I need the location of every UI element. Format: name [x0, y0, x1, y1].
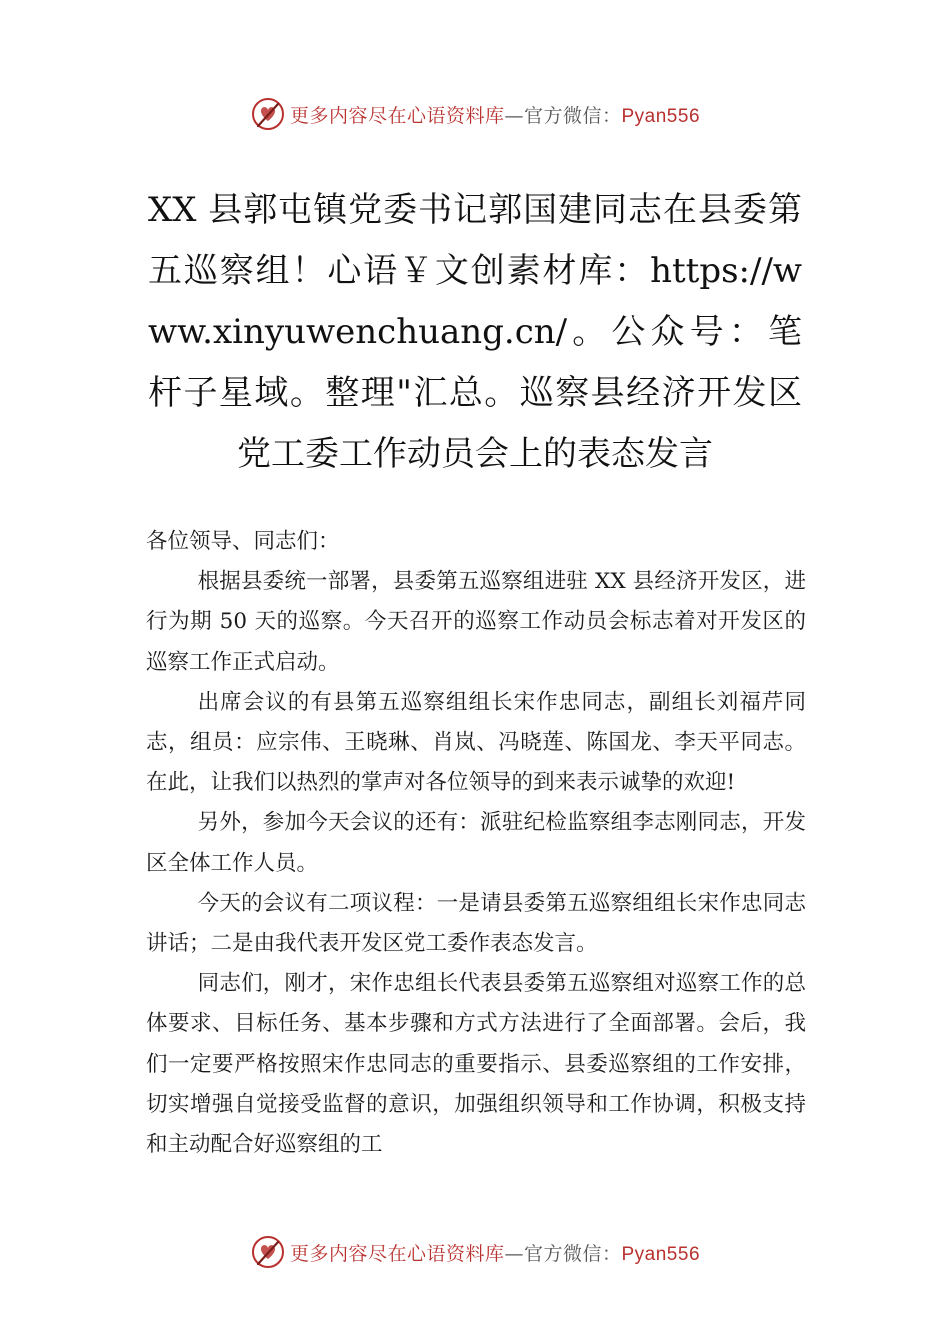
banner-wechat-id: Pyan556: [621, 1243, 701, 1265]
body-paragraph: 出席会议的有县第五巡察组组长宋作忠同志，副组长刘福芹同志，组员：应宗伟、王晓琳、肖岚、冯晓莲、陈国龙、李天平同志。在此，让我们以热烈的掌声对各位领导的到来表示诚挚的欢迎!: [146, 689, 806, 796]
document-body: [146, 522, 806, 1165]
banner-main-text: 更多内容尽在心语资料库: [289, 104, 505, 127]
banner-text: [290, 1239, 700, 1266]
pen-heart-logo-icon: [250, 96, 286, 132]
banner-wechat-label: 官方微信：: [523, 1242, 622, 1265]
banner-text: [290, 101, 700, 128]
banner-dash: —: [504, 104, 524, 127]
pen-heart-logo-icon: [250, 1234, 286, 1270]
footer-banner: [0, 1232, 950, 1272]
body-paragraph: 另外，参加今天会议的还有：派驻纪检监察组李志刚同志，开发区全体工作人员。: [146, 810, 806, 876]
banner-main-text: 更多内容尽在心语资料库: [289, 1242, 505, 1265]
body-paragraph: 同志们，刚才，宋作忠组长代表县委第五巡察组对巡察工作的总体要求、目标任务、基本步骤和方式方法进行了全面部署。会后，我们一定要严格按照宋作忠同志的重要指示、县委巡察组的工作安排，切实增强自觉接受监督的意识，加强组织领导和工作协调，积极支持和主动配合好巡察组的工: [146, 971, 806, 1158]
banner-dash: —: [504, 1242, 524, 1265]
banner-wechat-id: Pyan556: [621, 105, 701, 127]
body-paragraph: 根据县委统一部署，县委第五巡察组进驻 XX 县经济开发区，进行为期 50 天的巡察。今天召开的巡察工作动员会标志着对开发区的巡察工作正式启动。: [146, 569, 806, 675]
banner-wechat-label: 官方微信：: [523, 104, 622, 127]
salutation: 各位领导、同志们：: [146, 529, 340, 554]
body-paragraph: 今天的会议有二项议程：一是请县委第五巡察组组长宋作忠同志讲话；二是由我代表开发区党工委作表态发言。: [146, 890, 806, 957]
header-banner: [0, 94, 950, 134]
document-title: XX 县郭屯镇党委书记郭国建同志在县委第五巡察组！心语￥文创素材库：https://www.xinyuwenchuang.cn/。公众号：笔杆子星域。整理"汇总。巡察县经济开发区党工委工作动员会上的表态发言: [148, 190, 802, 474]
